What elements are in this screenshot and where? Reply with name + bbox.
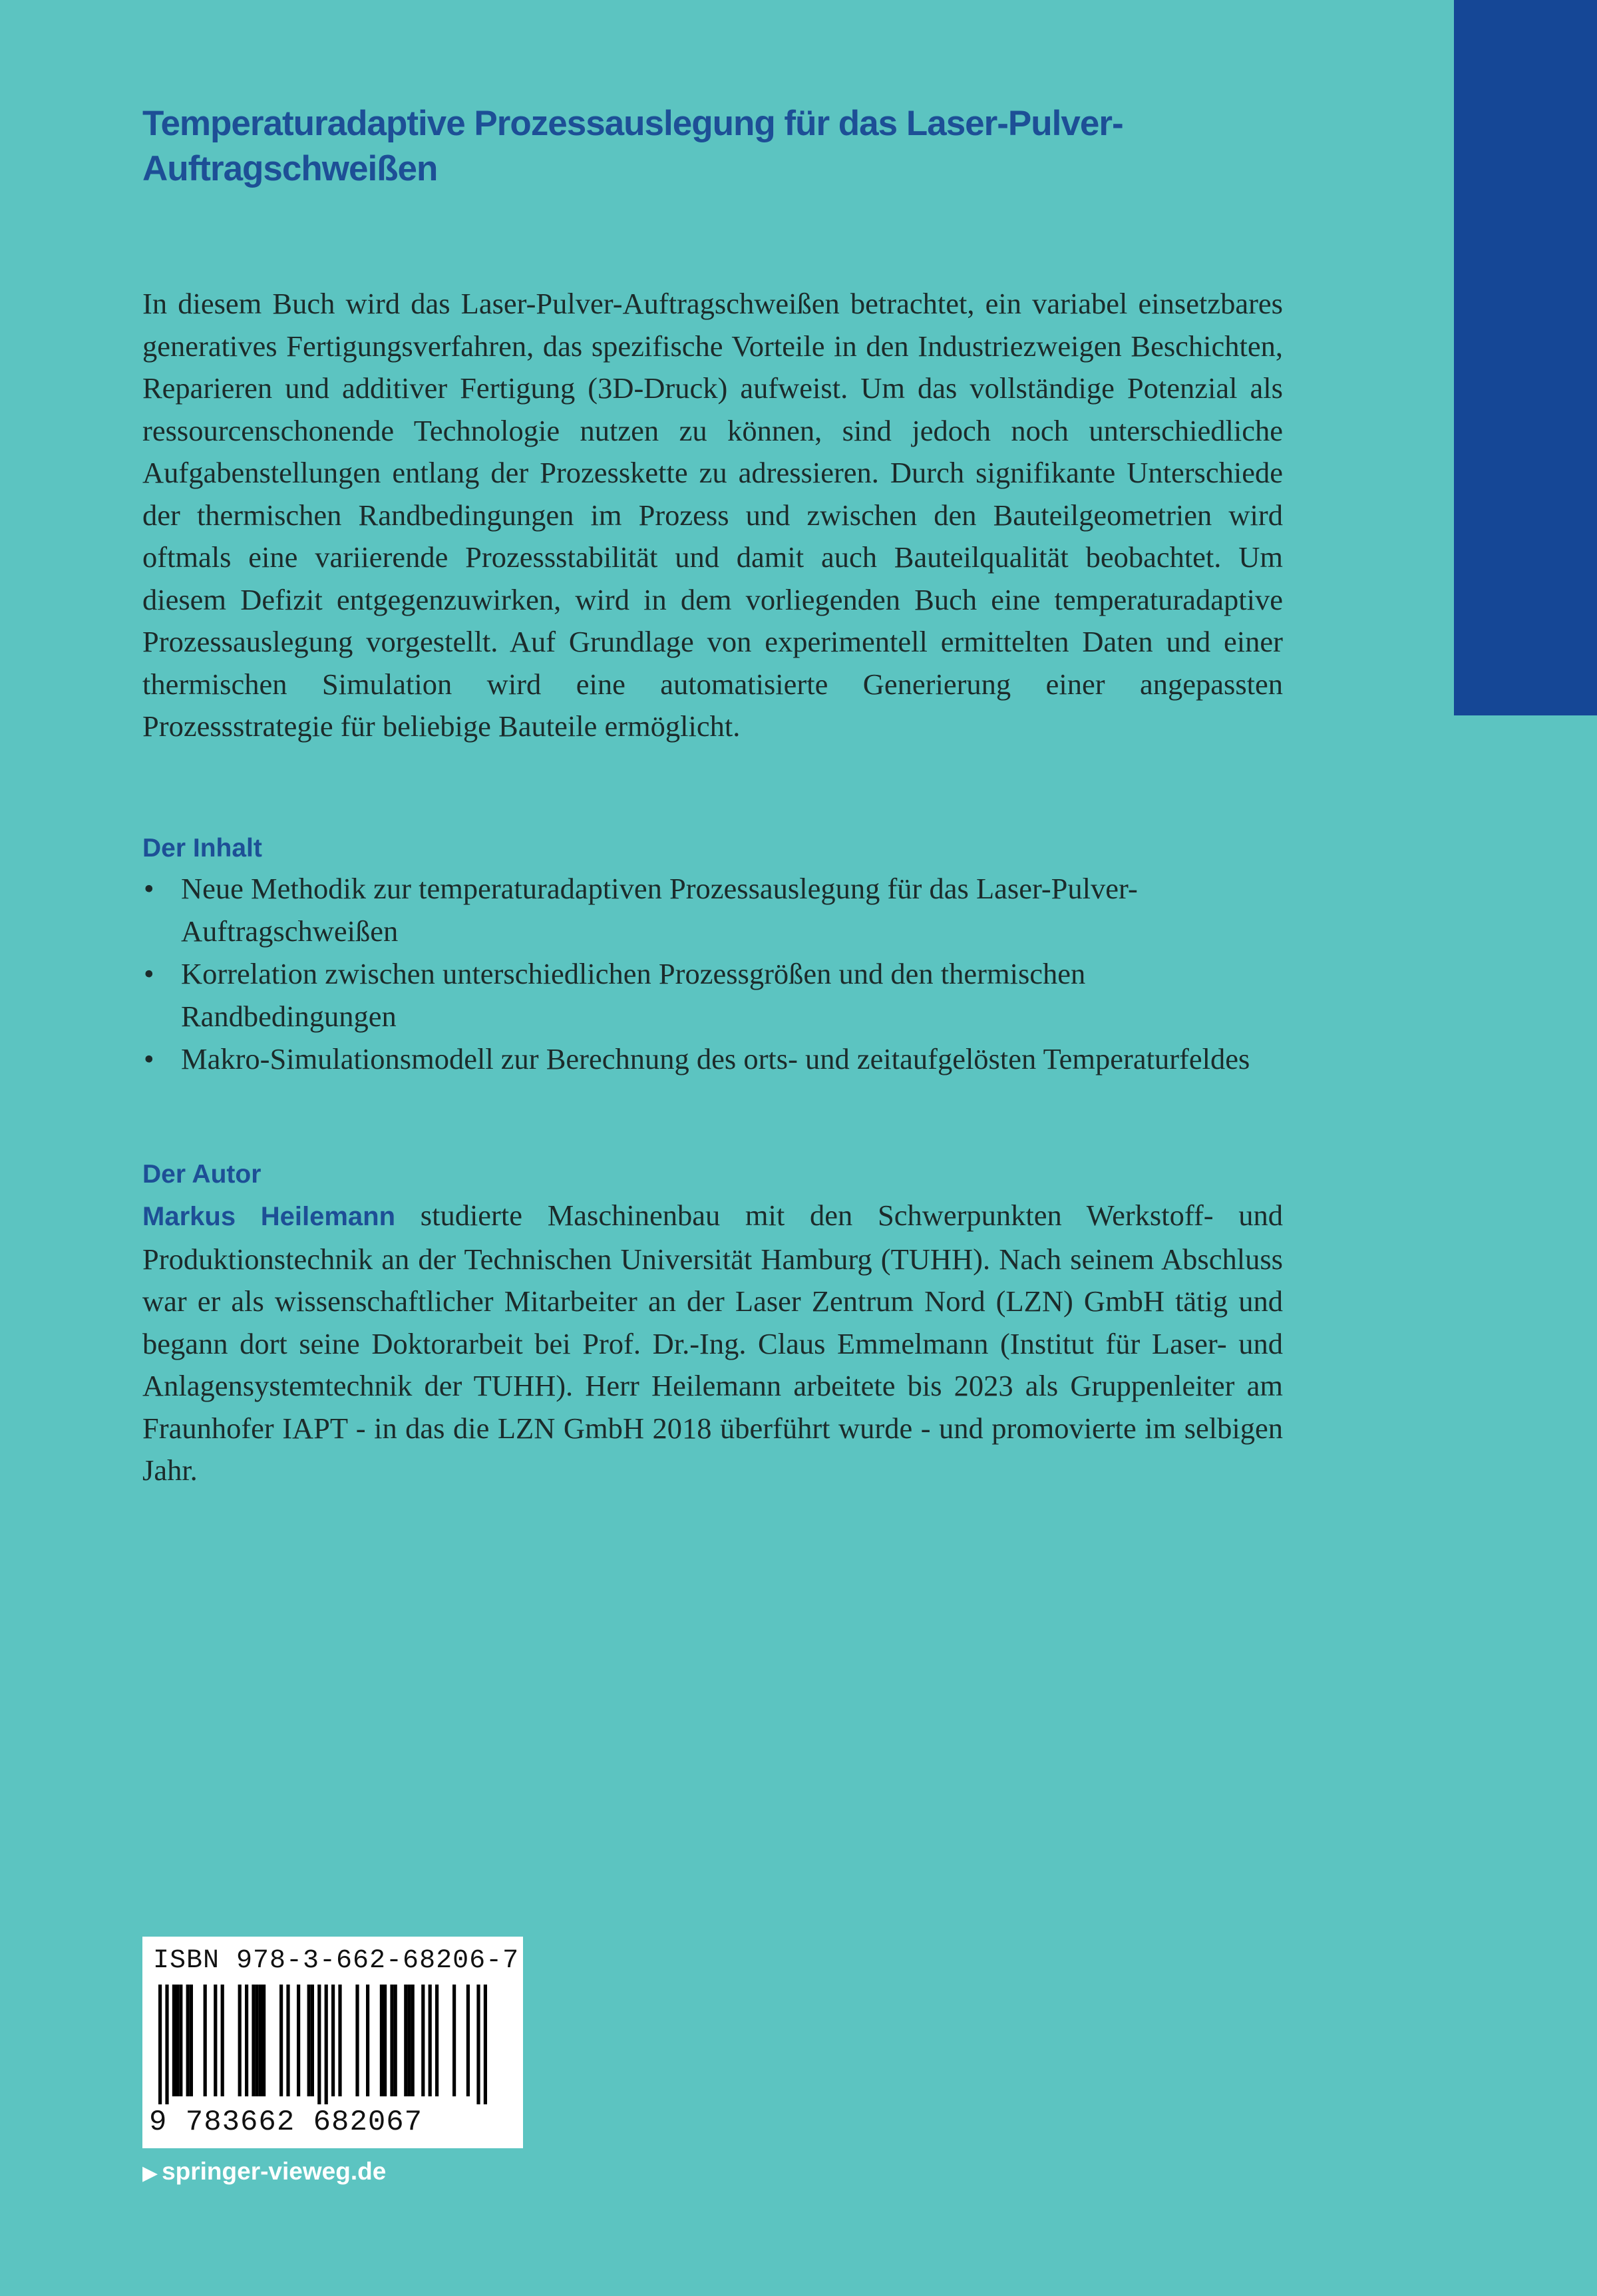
barcode-bar (435, 1985, 439, 2096)
barcode-bar (355, 1985, 359, 2096)
barcode-bar (407, 1985, 411, 2096)
barcode-bar (380, 1985, 383, 2096)
accent-bar (1454, 0, 1597, 715)
website-url: springer-vieweg.de (162, 2158, 387, 2185)
barcode-bar (279, 1985, 283, 2096)
barcode-bar (252, 1985, 255, 2096)
barcode-bar (259, 1985, 262, 2096)
list-item (142, 1038, 1283, 1081)
barcode-bar (325, 1985, 328, 2104)
barcode-bar (204, 1985, 207, 2096)
barcode-bar (262, 1985, 266, 2096)
barcode-bar (366, 1985, 369, 2096)
barcode-bar (165, 1985, 168, 2104)
author-name: Markus Heilemann (142, 1202, 396, 1231)
list-item (142, 953, 1283, 1038)
barcode-bar (383, 1985, 387, 2096)
book-title (142, 101, 1407, 192)
barcode-bar (484, 1985, 487, 2104)
bullet-icon: • (144, 872, 154, 905)
barcode-bar (172, 1985, 176, 2096)
barcode-bar (411, 1985, 415, 2096)
author-heading: Der Autor (142, 1160, 262, 1189)
barcode-bar (179, 1985, 182, 2096)
barcode-bar (311, 1985, 314, 2096)
list-item-text: Neue Methodik zur temperaturadaptiven Prozessauslegung für das Laser-Pulver-Auftragschweißen (181, 872, 1138, 948)
bullet-icon: • (144, 1042, 154, 1075)
isbn-label: ISBN 978-3-662-68206-7 (153, 1946, 520, 1976)
barcode-icon (158, 1985, 504, 2104)
ean-digits: 9 783662 682067 (149, 2106, 423, 2139)
list-item-text: Korrelation zwischen unterschiedlichen Prozessgrößen und den thermischen Randbedingungen (181, 957, 1086, 1033)
contents-heading: Der Inhalt (142, 834, 262, 862)
barcode-bar (297, 1985, 300, 2096)
barcode-bar (317, 1985, 321, 2104)
author-bio (142, 1195, 1283, 1492)
barcode-bar (338, 1985, 341, 2096)
barcode-bar (331, 1985, 335, 2096)
barcode-bar (176, 1985, 179, 2096)
arrow-right-icon: ▶ (142, 2162, 158, 2184)
book-title-line-2: Auftragschweißen (142, 149, 438, 188)
barcode-bar (214, 1985, 217, 2096)
barcode-bar (186, 1985, 190, 2096)
book-description: In diesem Buch wird das Laser-Pulver-Auftragschweißen betrachtet, ein variabel einsetzbares generatives Fertigungsverfahren, das spezifische Vorteile in den Industriezweigen Beschichten, Reparieren und additiver Fertigung (3D-Druck) aufweist. Um das vollständige Potenzial als ressourcenschonende Technologie nutzen zu können, sind jedoch noch unterschiedliche Aufgabenstellungen entlang der Prozesskette zu adressieren. Durch signifikante Unterschiede der thermischen Randbedingungen im Prozess und zwischen den Bauteilgeometrien wird oftmals eine variierende Prozessstabilität und damit auch Bauteilqualität beobachtet. Um diesem Defizit entgegenzuwirken, wird in dem vorliegenden Buch eine temperaturadaptive Prozessauslegung vorgestellt. Auf Grundlage von experimentell ermittelten Daten und einer thermischen Simulation wird eine automatisierte Generierung einer angepassten Prozessstrategie für beliebige Bauteile ermöglicht. (142, 287, 1283, 743)
book-title-line-1: Temperaturadaptive Prozessauslegung für das Laser-Pulver- (142, 104, 1123, 143)
list-item-text: Makro-Simulationsmodell zur Berechnung des orts- und zeitaufgelösten Temperaturfeldes (181, 1042, 1250, 1075)
bullet-icon: • (144, 957, 154, 990)
barcode-bar (452, 1985, 456, 2096)
barcode-bar (466, 1985, 470, 2096)
barcode-bar (394, 1985, 397, 2096)
barcode-bar (245, 1985, 248, 2096)
barcode-bar (390, 1985, 393, 2096)
contents-list (142, 868, 1283, 1081)
barcode-bar (256, 1985, 259, 2096)
barcode-bar (429, 1985, 432, 2096)
barcode-bar (238, 1985, 242, 2096)
barcode-block (142, 1937, 523, 2148)
barcode-bar (307, 1985, 311, 2096)
barcode-bar (476, 1985, 480, 2104)
barcode-bar (190, 1985, 193, 2096)
barcode-bar (286, 1985, 289, 2096)
publisher-website[interactable] (142, 2155, 386, 2190)
barcode-bar (158, 1985, 162, 2104)
barcode-bar (221, 1985, 224, 2096)
author-bio-text: studierte Maschinenbau mit den Schwerpunkten Werkstoff- und Produktionstechnik an der Technischen Universität Hamburg (TUHH). Nach seinem Abschluss war er als wissenschaftlicher Mitarbeiter an der Laser Zentrum Nord (LZN) GmbH tätig und begann dort seine Doktorarbeit bei Prof. Dr.-Ing. Claus Emmelmann (Institut für Laser- und Anlagensystemtechnik der TUHH). Herr Heilemann arbeitete bis 2023 als Gruppenleiter am Fraunhofer IAPT - in das die LZN GmbH 2018 überführt wurde - und promovierte im selbigen Jahr. (142, 1199, 1283, 1487)
barcode-bar (404, 1985, 407, 2096)
barcode-bar (421, 1985, 425, 2096)
list-item (142, 868, 1283, 952)
